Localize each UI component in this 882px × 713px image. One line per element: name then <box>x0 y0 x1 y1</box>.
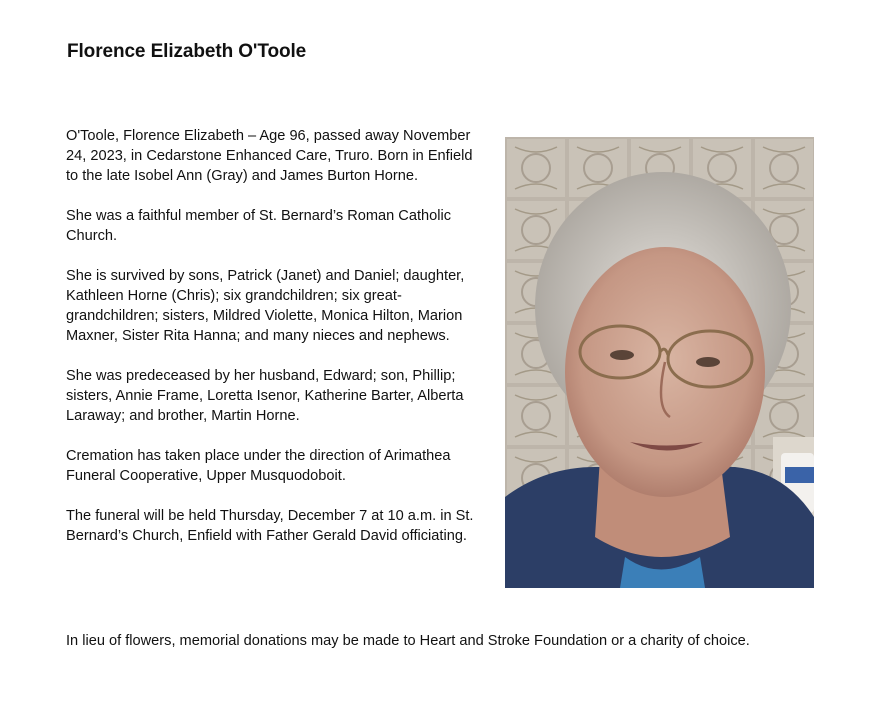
obituary-paragraph-cremation: Cremation has taken place under the direction of Arimathea Funeral Cooperative, Upper Musquodoboit. <box>66 448 451 484</box>
obituary-paragraph-survived: She is survived by sons, Patrick (Janet) and Daniel; daughter, Kathleen Horne (Chris); six grandchildren; six great-grandchildren; sisters, Mildred Violette, Monica Hilton, Marion Maxner, Sister Rita Hanna; and many nieces and nephews. <box>66 268 465 344</box>
obituary-paragraph-intro: O'Toole, Florence Elizabeth – Age 96, passed away November 24, 2023, in Cedarstone Enhanced Care, Truro. Born in Enfield to the late Isobel Ann (Gray) and James Burton Horne. <box>66 128 473 184</box>
obituary-paragraph-funeral: The funeral will be held Thursday, December 7 at 10 a.m. in St. Bernard’s Church, Enfield with Father Gerald David officiating. <box>66 508 474 544</box>
obituary-paragraph-church: She was a faithful member of St. Bernard’s Roman Catholic Church. <box>66 208 452 244</box>
obituary-paragraph-predeceased: She was predeceased by her husband, Edward; son, Phillip; sisters, Annie Frame, Loretta Isenor, Katherine Barter, Alberta Laraway; and brother, Martin Horne. <box>66 368 464 424</box>
obituary-paragraph-donations: In lieu of flowers, memorial donations may be made to Heart and Stroke Foundation or a charity of choice. <box>66 633 750 649</box>
portrait-photo <box>505 137 814 588</box>
obituary-body <box>66 126 486 566</box>
obituary-title: Florence Elizabeth O'Toole <box>67 41 307 62</box>
